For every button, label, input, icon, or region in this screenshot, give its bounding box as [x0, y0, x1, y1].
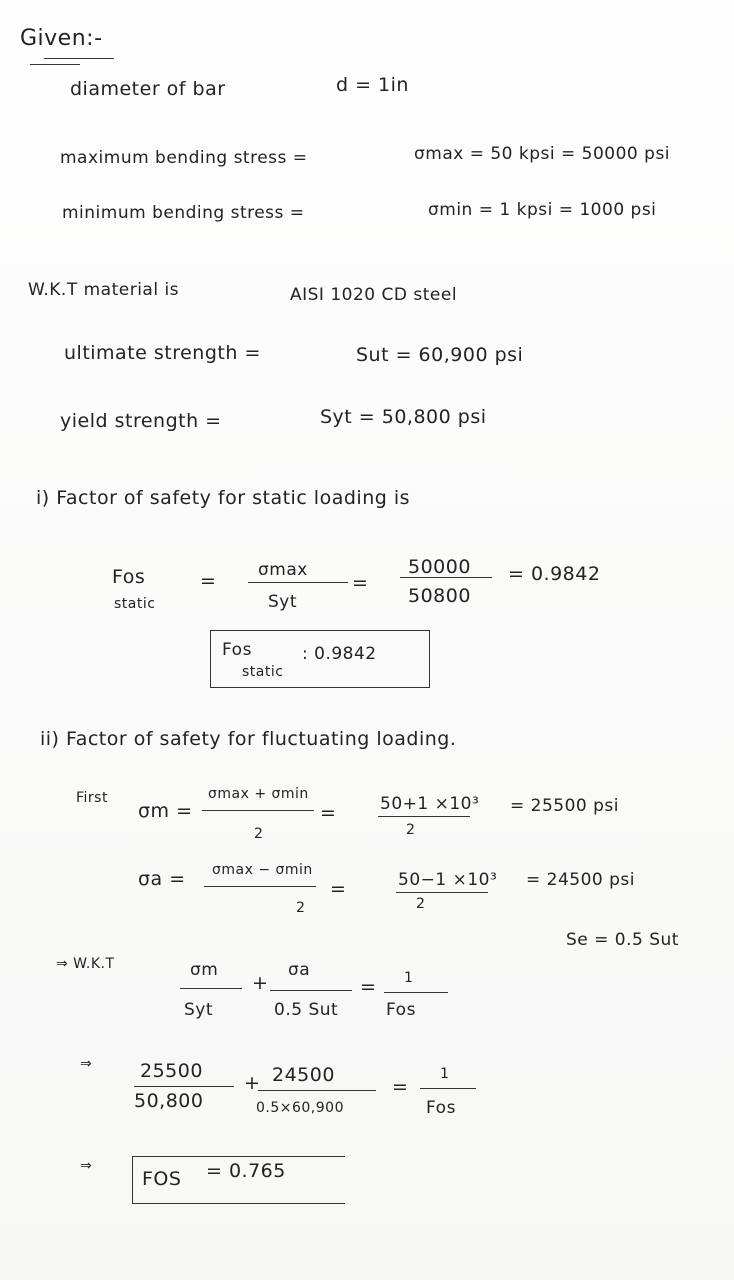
fraction-bar-10	[134, 1086, 234, 1087]
heading-underline	[44, 58, 114, 59]
plus-sign-1: +	[252, 972, 269, 994]
fraction-bar-7	[180, 988, 242, 989]
sub-eq: =	[392, 1076, 409, 1098]
arrow-1: ⇒	[80, 1056, 93, 1072]
fos-equals-2: =	[352, 572, 369, 594]
denominator-value: 50800	[408, 585, 471, 607]
goodman-sa: σa	[288, 960, 311, 980]
given-heading: Given:-	[20, 26, 103, 51]
sigma-m-lhs: σm =	[138, 800, 193, 822]
sigma-a-den-value: 2	[416, 896, 426, 912]
part1-heading: i) Factor of safety for static loading is	[36, 487, 411, 509]
boxed-value: : 0.9842	[302, 644, 377, 664]
sub-one: 1	[440, 1066, 450, 1082]
sigma-a-result: = 24500 psi	[526, 870, 636, 890]
material-value: AISI 1020 CD steel	[290, 285, 458, 305]
max-stress-value: σmax = 50 kpsi = 50000 psi	[414, 144, 671, 164]
goodman-fos: Fos	[386, 1000, 416, 1020]
numerator-value: 50000	[408, 556, 471, 578]
fraction-bar	[248, 582, 348, 583]
yield-value: Syt = 50,800 psi	[320, 406, 487, 428]
fos-label: Fos	[112, 566, 146, 588]
fraction-bar-12	[420, 1088, 476, 1089]
fos-static-label: static	[114, 596, 156, 612]
sigma-m-numerator: σmax + σmin	[208, 786, 309, 802]
min-stress-value: σmin = 1 kpsi = 1000 psi	[428, 200, 657, 220]
sigma-a-numerator: σmax − σmin	[212, 862, 313, 878]
yield-label: yield strength =	[60, 410, 222, 432]
diameter-label: diameter of bar	[70, 78, 226, 100]
goodman-syt: Syt	[184, 1000, 214, 1020]
sub-den-2: 0.5×60,900	[256, 1100, 344, 1116]
syt-symbol: Syt	[268, 592, 298, 612]
fraction-bar-3	[202, 810, 314, 811]
sub-den-1: 50,800	[134, 1090, 204, 1112]
fos-equals: =	[200, 570, 217, 592]
fraction-bar-5	[204, 886, 316, 887]
sigma-m-num-value: 50+1 ×10³	[380, 794, 480, 814]
max-stress-label: maximum bending stress =	[60, 148, 308, 168]
sigma-m-den-value: 2	[406, 822, 416, 838]
goodman-eq: =	[360, 976, 377, 998]
sub-num-1: 25500	[140, 1060, 203, 1082]
sigma-a-eq: =	[330, 878, 347, 900]
sigma-m-denominator: 2	[254, 826, 264, 842]
arrow-2: ⇒	[80, 1158, 93, 1174]
diameter-value: d = 1in	[336, 74, 409, 96]
final-fos: FOS	[142, 1168, 182, 1190]
final-value: = 0.765	[206, 1160, 286, 1182]
sigma-m-result: = 25500 psi	[510, 796, 620, 816]
first-label: First	[76, 790, 108, 806]
plus-sign-2: +	[244, 1072, 261, 1094]
ultimate-value: Sut = 60,900 psi	[356, 344, 524, 366]
goodman-one: 1	[404, 970, 414, 986]
goodman-sut: 0.5 Sut	[274, 1000, 339, 1020]
sigma-a-num-value: 50−1 ×10³	[398, 870, 498, 890]
sigma-m-eq: =	[320, 802, 337, 824]
fraction-bar-11	[258, 1090, 376, 1091]
boxed-fos: Fos	[222, 640, 252, 660]
sigma-a-lhs: σa =	[138, 868, 186, 890]
sigma-a-denominator: 2	[296, 900, 306, 916]
se-note: Se = 0.5 Sut	[566, 930, 679, 950]
fraction-bar-8	[270, 990, 352, 991]
min-stress-label: minimum bending stress =	[62, 203, 305, 223]
static-fos-result: = 0.9842	[508, 563, 601, 585]
wkt-label: ⇒ W.K.T	[56, 956, 115, 972]
sigma-max-symbol: σmax	[258, 560, 308, 580]
fraction-bar-6	[396, 892, 488, 893]
material-label: W.K.T material is	[28, 280, 180, 300]
part2-heading: ii) Factor of safety for fluctuating loading.	[40, 728, 457, 750]
fraction-bar-2	[400, 577, 492, 578]
goodman-sm: σm	[190, 960, 219, 980]
ultimate-label: ultimate strength =	[64, 342, 261, 364]
boxed-static: static	[242, 664, 284, 680]
fraction-bar-9	[384, 992, 448, 993]
fraction-bar-4	[378, 816, 470, 817]
heading-underline-2	[30, 64, 80, 65]
sub-num-2: 24500	[272, 1064, 335, 1086]
sub-fos: Fos	[426, 1098, 456, 1118]
